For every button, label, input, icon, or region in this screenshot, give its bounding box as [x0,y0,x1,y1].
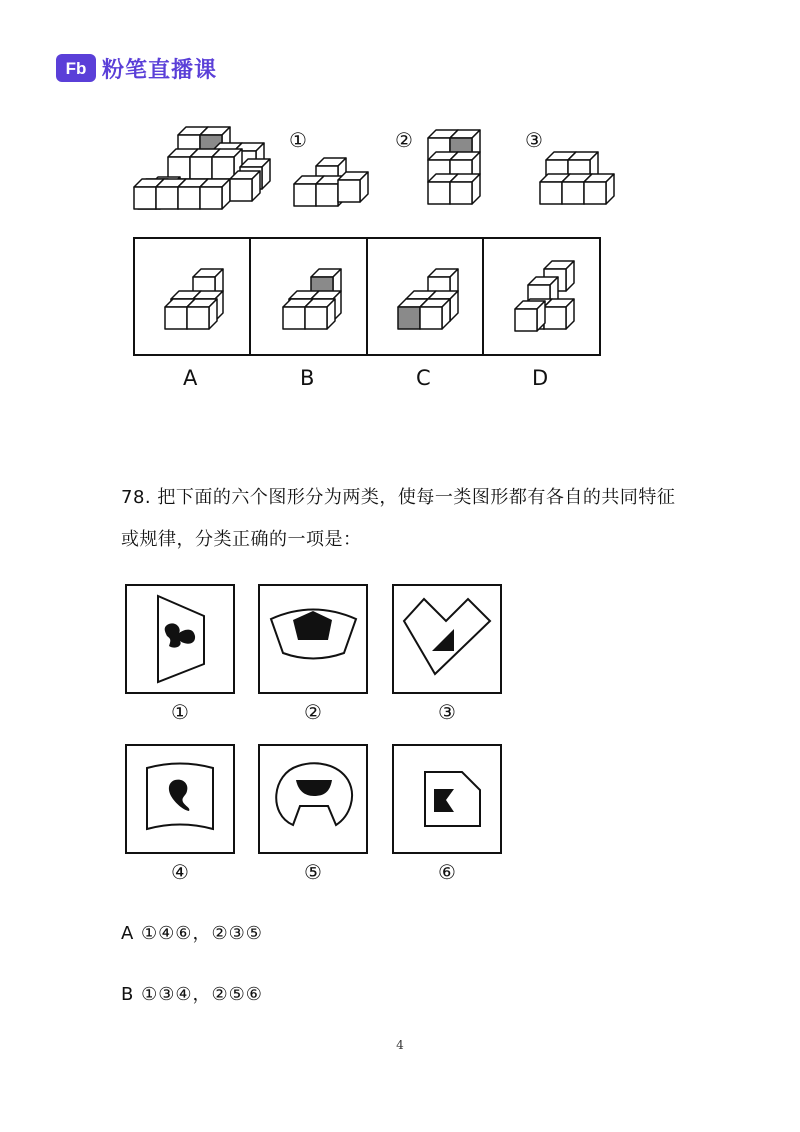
figure-5-label: ⑤ [304,860,322,884]
given-figure-3 [536,150,606,215]
figure-2-label: ② [304,700,322,724]
option-d-figure [515,261,574,331]
figure-2 [258,584,368,694]
given-label-1: ① [289,128,307,152]
figure-3-label: ③ [438,700,456,724]
brand-logo [56,52,217,84]
figure-4-label: ④ [171,860,189,884]
option-c-figure [398,269,458,329]
fb-logo-icon [56,54,96,82]
figure-5 [258,744,368,854]
q77-options-box [133,237,601,356]
figure-4 [125,744,235,854]
given-label-2: ② [395,128,413,152]
page-number: 4 [396,1038,404,1052]
option-b-letter: B [300,366,315,390]
given-figure-1 [290,148,380,218]
figure-3 [392,584,502,694]
choice-a[interactable]: A ①④⑥，②③⑤ [121,923,263,944]
given-figure-2 [422,128,492,213]
figure-6 [392,744,502,854]
option-b-figure [283,269,341,329]
figure-1-label: ① [171,700,189,724]
given-label-3: ③ [525,128,543,152]
option-d-letter: D [532,366,549,390]
brand-name: 粉笔直播课 [102,57,218,83]
choice-b[interactable]: B ①③④，②⑤⑥ [121,984,263,1005]
q77-source-figure [130,115,280,215]
question-78-line-2: 或规律，分类正确的一项是： [121,529,362,550]
figure-6-label: ⑥ [438,860,456,884]
option-c-letter: C [416,366,431,390]
svg-text:Fb: Fb [65,59,87,78]
question-78-line-1: 78. 把下面的六个图形分为两类，使每一类图形都有各自的共同特征 [121,487,676,508]
option-a-letter: A [183,366,198,390]
figure-1 [125,584,235,694]
option-a-figure [165,269,223,329]
